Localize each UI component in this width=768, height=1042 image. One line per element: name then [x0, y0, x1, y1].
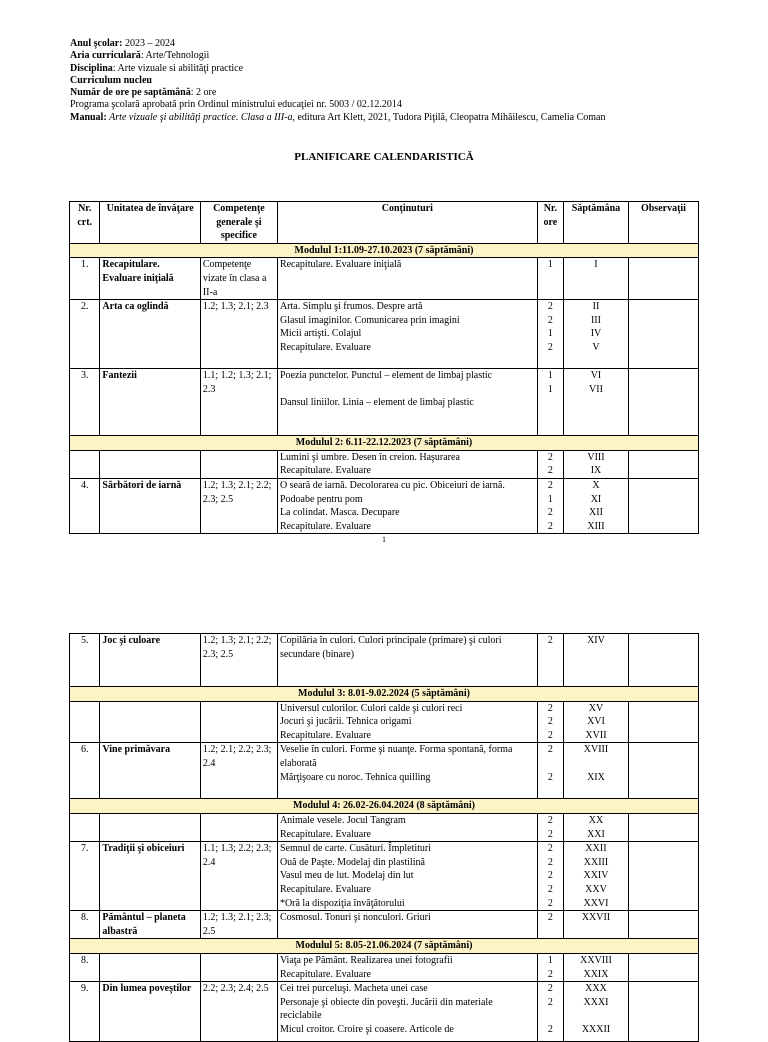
table-row: 1. Recapitulare. Evaluare iniţială Competenţe vizate în clasa a II-a Recapitulare. Evaluare iniţială 1 I — [70, 258, 699, 300]
col-contents: Conţinuturi — [277, 202, 537, 244]
table-row: 7. Tradiţii şi obiceiuri 1.1; 1.3; 2.2; 2.3; 2.4 Semnul de carte. Cusături. Împletituri Ouă de Paşte. Modelaj din plastilină Vasul meu de lut. Modelaj din lut Recapitulare. Evaluare *Oră la dispoziţia învăţătorului 2 2 2 2 2 XXII XXIII XXIV XXV XXVI — [70, 842, 699, 911]
document-header — [70, 38, 606, 124]
curricular-area-line: Aria curriculară: Arte/Tehnologii — [70, 50, 210, 62]
col-hours: Nr. ore — [537, 202, 563, 244]
module-row: Modulul 2: 6.11-22.12.2023 (7 săptămâni) — [70, 436, 699, 451]
table-row: 8. Viaţa pe Pământ. Realizarea unei fotografii Recapitulare. Evaluare 1 2 XXVIII XXIX — [70, 953, 699, 981]
col-nr: Nr. crt. — [70, 202, 100, 244]
page-number: 1 — [382, 535, 386, 544]
manual-line: Manual: Arte vizuale şi abilităţi practice. Clasa a III-a, editura Art Klett, 2021, Tudora Piţilă, Cleopatra Mihăilescu, Camelia Coman — [70, 111, 606, 123]
module-row: Modulul 4: 26.02-26.04.2024 (8 săptămâni) — [70, 799, 699, 814]
col-unit: Unitatea de învăţare — [100, 202, 200, 244]
hours-line: Număr de ore pe saptămână: 2 ore — [70, 87, 217, 99]
table-row: 9. Din lumea poveştilor 2.2; 2.3; 2.4; 2.5 Cei trei purceluşi. Macheta unei case Personaje şi obiecte din poveşti. Jucării din materiale reciclabile Micul croitor. Croire şi coasere. Articole de 2 2 2 XXX XXXI XXXII — [70, 982, 699, 1042]
module-row: Modulul 1:11.09-27.10.2023 (7 săptămâni) — [70, 243, 699, 258]
programa-line: Programa şcolară aprobată prin Ordinul ministrului educaţiei nr. 5003 / 02.12.2014 — [70, 99, 402, 111]
table-row: Lumini şi umbre. Desen în creion. Haşurarea Recapitulare. Evaluare 2 2 VIII IX — [70, 450, 699, 478]
table-row: Universul culorilor. Culori calde şi culori reci Jocuri şi jucării. Tehnica origami Recapitulare. Evaluare 2 2 2 XV XVI XVII — [70, 701, 699, 743]
page-title: PLANIFICARE CALENDARISTICĂ — [294, 151, 474, 163]
table-row: Animale vesele. Jocul Tangram Recapitulare. Evaluare 2 2 XX XXI — [70, 813, 699, 841]
school-year-line: Anul şcolar: 2023 – 2024 — [70, 38, 175, 49]
table-row: 8. Pământul – planeta albastră 1.2; 1.3; 2.1; 2.3; 2.5 Cosmosul. Tonuri şi nonculori. Griuri 2 XXVII — [70, 911, 699, 939]
table-row: 4. Sărbători de iarnă 1.2; 1.3; 2.1; 2.2; 2.3; 2.5 O seară de iarnă. Decolorarea cu pic. Obiceiuri de iarnă. Podoabe pentru pom La colindat. Masca. Decupare Recapitulare. Evaluare 2 1 2 2 X XI XII XIII — [70, 478, 699, 533]
planning-table-page-2 — [69, 633, 699, 1042]
module-row: Modulul 5: 8.05-21.06.2024 (7 săptămâni) — [70, 939, 699, 954]
table-row: 6. Vine primăvara 1.2; 2.1; 2.2; 2.3; 2.4 Veselie în culori. Forme şi nuanţe. Forma spontană, forma elaborată Mărţişoare cu noroc. Tehnica quilling 2 2 XVIII XIX — [70, 743, 699, 799]
col-observations: Observaţii — [628, 202, 698, 244]
table-header-row — [70, 202, 699, 244]
table-row: 5. Joc şi culoare 1.2; 1.3; 2.1; 2.2; 2.3; 2.5 Copilăria în culori. Culori principale (primare) şi culori secundare (binare) 2 XIV — [70, 634, 699, 687]
col-week: Săptămâna — [564, 202, 629, 244]
curriculum-line: Curriculum nucleu — [70, 74, 152, 86]
discipline-line: Disciplina: Arte vizuale si abilităţi practice — [70, 62, 244, 74]
table-row: 3. Fantezii 1.1; 1.2; 1.3; 2.1; 2.3 Poezia punctelor. Punctul – element de limbaj plastic Dansul liniilor. Linia – element de limbaj plastic 1 1 VI VII — [70, 369, 699, 436]
module-row: Modulul 3: 8.01-9.02.2024 (5 săptămâni) — [70, 687, 699, 702]
col-competences: Competenţe generale şi specifice — [200, 202, 277, 244]
planning-table-page-1 — [69, 201, 699, 534]
table-row: 2. Arta ca oglindă 1.2; 1.3; 2.1; 2.3 Arta. Simplu şi frumos. Despre artă Glasul imaginilor. Comunicarea prin imagini Micii artişti. Colajul Recapitulare. Evaluare 2 2 1 2 II III IV V — [70, 300, 699, 369]
